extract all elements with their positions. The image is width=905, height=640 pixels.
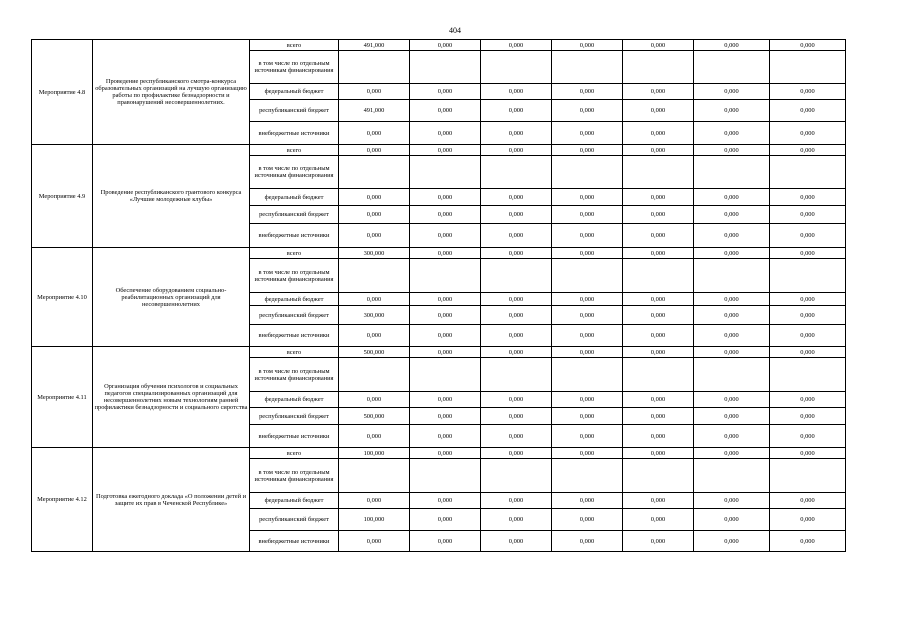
amount-cell: 0,000 [481,248,552,259]
amount-cell [339,156,410,189]
amount-cell: 0,000 [770,408,846,425]
amount-cell: 0,000 [694,408,770,425]
amount-cell: 0,000 [770,509,846,531]
amount-cell: 491,000 [339,100,410,122]
amount-cell [552,51,623,84]
amount-cell [694,259,770,293]
amount-cell: 0,000 [694,509,770,531]
table-row [32,145,846,156]
amount-cell: 0,000 [623,145,694,156]
amount-cell: 0,000 [339,189,410,206]
amount-cell: 0,000 [770,40,846,51]
amount-cell: 0,000 [770,493,846,509]
amount-cell: 0,000 [481,145,552,156]
amount-cell [481,51,552,84]
event-description-cell: Проведение республиканского смотра-конкурса образовательных организаций на лучшую организацию работы по профилактике безнадзорности и правонарушений несовершеннолетних. [93,40,250,145]
amount-cell [770,259,846,293]
amount-cell [481,358,552,392]
amount-cell: 0,000 [481,509,552,531]
amount-cell: 0,000 [552,40,623,51]
event-name-cell: Мероприятие 4.11 [32,347,93,448]
amount-cell: 0,000 [481,306,552,325]
amount-cell: 0,000 [623,248,694,259]
amount-cell [552,459,623,493]
amount-cell: 0,000 [694,122,770,145]
amount-cell: 0,000 [410,325,481,347]
funding-source-label: всего [250,347,339,358]
amount-cell: 0,000 [770,531,846,552]
funding-source-label: внебюджетные источники [250,531,339,552]
amount-cell: 0,000 [623,325,694,347]
funding-source-label: республиканский бюджет [250,509,339,531]
amount-cell [623,358,694,392]
amount-cell: 0,000 [339,224,410,248]
amount-cell: 0,000 [694,100,770,122]
amount-cell [410,259,481,293]
amount-cell: 0,000 [694,306,770,325]
amount-cell: 0,000 [770,306,846,325]
amount-cell: 0,000 [410,84,481,100]
amount-cell: 0,000 [694,206,770,224]
amount-cell: 0,000 [623,347,694,358]
amount-cell: 500,000 [339,347,410,358]
amount-cell: 491,000 [339,40,410,51]
amount-cell [623,259,694,293]
amount-cell [339,259,410,293]
funding-source-label: федеральный бюджет [250,293,339,306]
amount-cell: 0,000 [410,145,481,156]
funding-source-label: внебюджетные источники [250,224,339,248]
amount-cell: 0,000 [623,392,694,408]
amount-cell: 0,000 [770,425,846,448]
amount-cell: 0,000 [623,293,694,306]
amount-cell: 0,000 [623,509,694,531]
event-description-cell: Проведение республиканского грантового конкурса «Лучшие молодежные клубы» [93,145,250,248]
event-description-cell: Подготовка ежегодного доклада «О положении детей и защите их прав в Чеченской Республике» [93,448,250,552]
funding-source-label: всего [250,40,339,51]
event-name-cell: Мероприятие 4.8 [32,40,93,145]
amount-cell: 0,000 [552,493,623,509]
amount-cell: 0,000 [770,189,846,206]
amount-cell: 0,000 [694,347,770,358]
amount-cell: 0,000 [694,493,770,509]
amount-cell [694,459,770,493]
amount-cell [481,259,552,293]
amount-cell: 0,000 [481,189,552,206]
amount-cell: 0,000 [694,325,770,347]
amount-cell: 0,000 [623,206,694,224]
amount-cell: 0,000 [410,100,481,122]
amount-cell: 0,000 [770,122,846,145]
amount-cell: 0,000 [623,448,694,459]
amount-cell: 0,000 [339,325,410,347]
amount-cell: 0,000 [410,509,481,531]
amount-cell [410,156,481,189]
funding-source-label: внебюджетные источники [250,425,339,448]
amount-cell: 0,000 [410,306,481,325]
amount-cell [770,459,846,493]
amount-cell: 0,000 [410,248,481,259]
amount-cell: 0,000 [552,347,623,358]
amount-cell [770,358,846,392]
amount-cell: 0,000 [623,189,694,206]
amount-cell: 0,000 [623,531,694,552]
funding-source-label: республиканский бюджет [250,306,339,325]
amount-cell: 0,000 [481,408,552,425]
amount-cell: 0,000 [552,122,623,145]
amount-cell [339,51,410,84]
amount-cell: 0,000 [410,493,481,509]
amount-cell: 0,000 [552,392,623,408]
amount-cell: 0,000 [770,448,846,459]
amount-cell: 0,000 [339,145,410,156]
amount-cell: 0,000 [339,493,410,509]
amount-cell [481,459,552,493]
amount-cell: 0,000 [481,347,552,358]
amount-cell: 0,000 [481,531,552,552]
amount-cell: 0,000 [770,206,846,224]
amount-cell: 100,000 [339,509,410,531]
amount-cell: 0,000 [623,306,694,325]
amount-cell: 0,000 [694,84,770,100]
event-description-cell: Организация обучения психологов и социальных педагогов специализированных организаций для несовершеннолетних новым технологиям ранней профилактики безнадзорности и социального сиротства [93,347,250,448]
funding-source-label: федеральный бюджет [250,84,339,100]
amount-cell [552,259,623,293]
amount-cell [481,156,552,189]
amount-cell: 0,000 [623,224,694,248]
amount-cell [694,358,770,392]
amount-cell: 0,000 [552,293,623,306]
amount-cell: 0,000 [339,206,410,224]
table-row [32,347,846,358]
amount-cell [770,156,846,189]
amount-cell [623,51,694,84]
funding-source-label: всего [250,448,339,459]
event-name-cell: Мероприятие 4.10 [32,248,93,347]
amount-cell: 0,000 [552,306,623,325]
amount-cell: 300,000 [339,306,410,325]
funding-source-label: всего [250,248,339,259]
amount-cell: 0,000 [623,493,694,509]
amount-cell: 0,000 [552,425,623,448]
funding-source-label: республиканский бюджет [250,206,339,224]
amount-cell: 0,000 [552,408,623,425]
event-name-cell: Мероприятие 4.9 [32,145,93,248]
funding-source-label: в том числе по отдельным источникам финансирования [250,259,339,293]
amount-cell: 0,000 [770,347,846,358]
table-row [32,40,846,51]
amount-cell [410,51,481,84]
funding-source-label: внебюджетные источники [250,325,339,347]
amount-cell: 0,000 [552,531,623,552]
amount-cell [694,156,770,189]
amount-cell: 0,000 [552,448,623,459]
amount-cell: 0,000 [410,189,481,206]
amount-cell: 0,000 [694,224,770,248]
funding-source-label: в том числе по отдельным источникам финансирования [250,358,339,392]
amount-cell: 0,000 [623,100,694,122]
amount-cell: 0,000 [552,189,623,206]
amount-cell: 0,000 [552,509,623,531]
amount-cell: 0,000 [552,325,623,347]
amount-cell: 0,000 [481,293,552,306]
amount-cell: 0,000 [552,206,623,224]
amount-cell: 0,000 [694,248,770,259]
funding-source-label: республиканский бюджет [250,408,339,425]
amount-cell: 0,000 [481,122,552,145]
funding-source-label: всего [250,145,339,156]
amount-cell: 0,000 [410,293,481,306]
amount-cell: 0,000 [552,100,623,122]
amount-cell: 0,000 [339,84,410,100]
amount-cell: 0,000 [694,448,770,459]
amount-cell: 0,000 [481,425,552,448]
amount-cell: 0,000 [623,408,694,425]
amount-cell: 0,000 [552,145,623,156]
amount-cell: 0,000 [339,425,410,448]
amount-cell: 0,000 [481,325,552,347]
amount-cell: 0,000 [694,392,770,408]
amount-cell: 0,000 [481,224,552,248]
amount-cell: 0,000 [410,392,481,408]
amount-cell: 0,000 [770,100,846,122]
amount-cell: 0,000 [410,408,481,425]
amount-cell: 0,000 [481,448,552,459]
amount-cell: 0,000 [770,293,846,306]
amount-cell: 0,000 [552,224,623,248]
amount-cell: 0,000 [410,122,481,145]
amount-cell: 0,000 [694,425,770,448]
amount-cell: 0,000 [552,84,623,100]
amount-cell: 100,000 [339,448,410,459]
amount-cell: 0,000 [770,145,846,156]
amount-cell: 0,000 [623,84,694,100]
event-description-cell: Обеспечение оборудованием социально-реабилитационных организаций для несовершеннолетних [93,248,250,347]
amount-cell: 0,000 [623,425,694,448]
amount-cell: 0,000 [339,531,410,552]
amount-cell: 0,000 [481,392,552,408]
funding-source-label: внебюджетные источники [250,122,339,145]
financing-table [31,39,846,552]
amount-cell: 0,000 [410,206,481,224]
amount-cell: 0,000 [770,224,846,248]
amount-cell: 0,000 [770,392,846,408]
amount-cell: 0,000 [339,392,410,408]
amount-cell: 0,000 [481,493,552,509]
amount-cell [410,459,481,493]
amount-cell: 0,000 [694,531,770,552]
funding-source-label: федеральный бюджет [250,189,339,206]
amount-cell: 0,000 [410,347,481,358]
amount-cell: 0,000 [410,224,481,248]
amount-cell [623,459,694,493]
table-row [32,248,846,259]
amount-cell: 0,000 [694,293,770,306]
table-row [32,448,846,459]
amount-cell: 0,000 [694,40,770,51]
amount-cell [552,358,623,392]
amount-cell: 0,000 [623,40,694,51]
amount-cell: 0,000 [623,122,694,145]
page-number: 404 [449,26,461,35]
event-name-cell: Мероприятие 4.12 [32,448,93,552]
funding-source-label: республиканский бюджет [250,100,339,122]
amount-cell: 0,000 [552,248,623,259]
amount-cell: 0,000 [410,531,481,552]
amount-cell: 500,000 [339,408,410,425]
amount-cell: 300,000 [339,248,410,259]
amount-cell: 0,000 [770,325,846,347]
amount-cell: 0,000 [770,84,846,100]
amount-cell: 0,000 [481,84,552,100]
amount-cell [410,358,481,392]
amount-cell: 0,000 [481,206,552,224]
funding-source-label: федеральный бюджет [250,493,339,509]
amount-cell: 0,000 [339,293,410,306]
amount-cell: 0,000 [339,122,410,145]
amount-cell: 0,000 [481,40,552,51]
amount-cell: 0,000 [694,189,770,206]
amount-cell [694,51,770,84]
funding-source-label: в том числе по отдельным источникам финансирования [250,459,339,493]
amount-cell: 0,000 [410,425,481,448]
amount-cell: 0,000 [770,248,846,259]
amount-cell: 0,000 [481,100,552,122]
amount-cell [770,51,846,84]
amount-cell [339,358,410,392]
funding-source-label: федеральный бюджет [250,392,339,408]
funding-source-label: в том числе по отдельным источникам финансирования [250,51,339,84]
amount-cell [339,459,410,493]
amount-cell: 0,000 [410,40,481,51]
amount-cell [623,156,694,189]
amount-cell: 0,000 [410,448,481,459]
amount-cell: 0,000 [694,145,770,156]
funding-source-label: в том числе по отдельным источникам финансирования [250,156,339,189]
amount-cell [552,156,623,189]
